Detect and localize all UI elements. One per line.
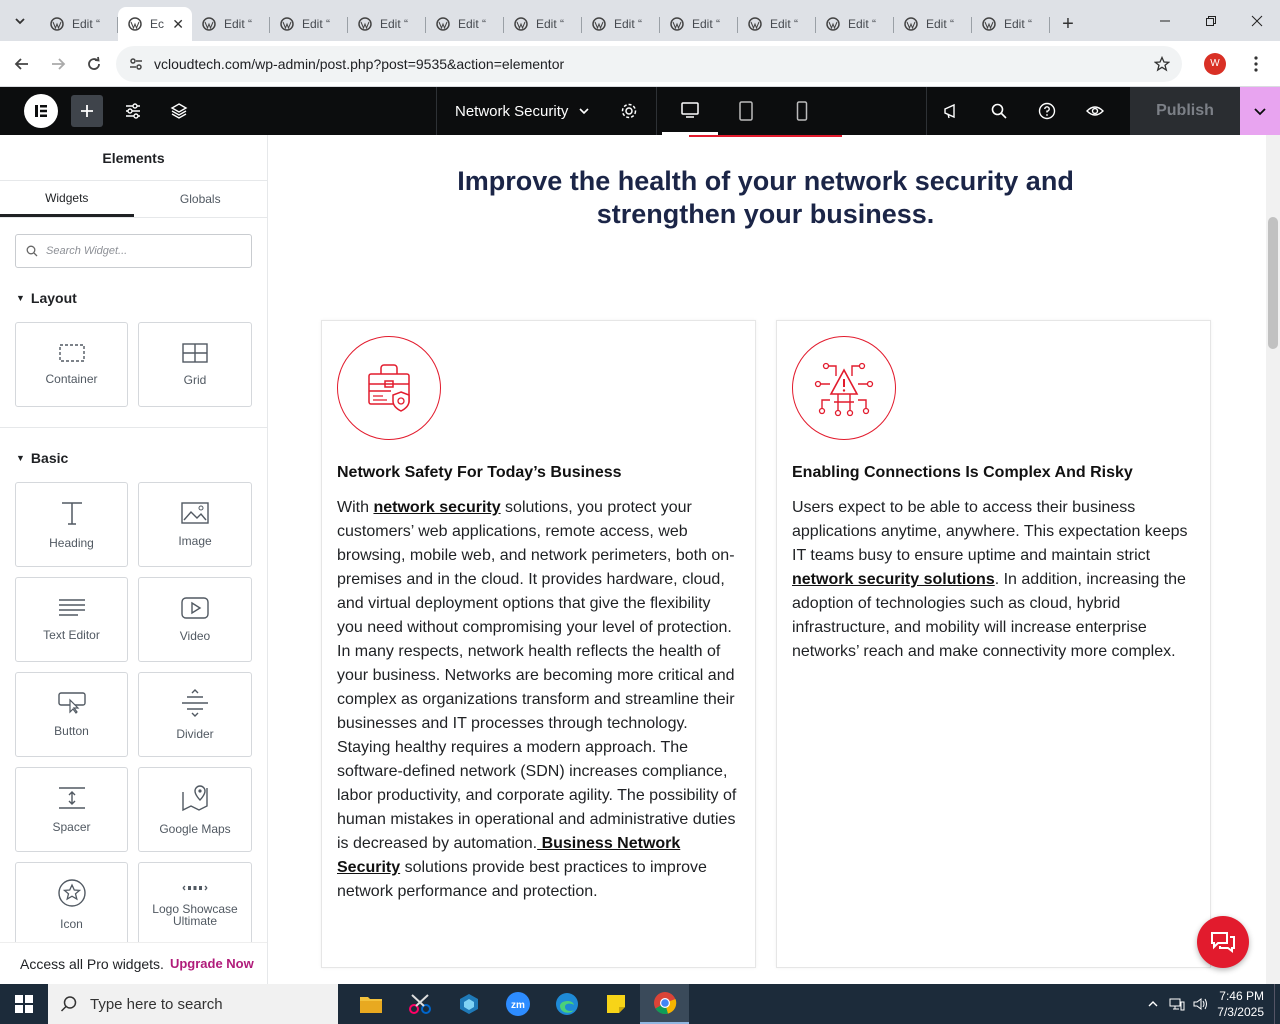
image-icon xyxy=(181,502,209,524)
taskbar-search-box[interactable] xyxy=(48,984,338,1024)
text-editor-icon xyxy=(58,598,86,618)
tab-label: Edit “ xyxy=(458,17,487,31)
close-window-button[interactable] xyxy=(1234,0,1280,41)
start-button[interactable] xyxy=(0,984,48,1024)
browser-tab[interactable] xyxy=(582,7,660,41)
widget-icon[interactable] xyxy=(15,862,128,947)
site-settings-button[interactable] xyxy=(110,87,156,135)
restore-icon xyxy=(1205,15,1217,27)
wordpress-icon xyxy=(358,17,372,31)
show-desktop-button[interactable] xyxy=(1274,984,1280,1024)
snipping-tool-icon xyxy=(408,993,432,1015)
secure-briefcase-icon xyxy=(361,360,417,416)
widget-google-maps[interactable] xyxy=(138,767,252,852)
widget-label: Button xyxy=(54,723,89,738)
section-heading[interactable] xyxy=(269,165,1262,231)
widget-label: Grid xyxy=(183,372,207,387)
mobile-view-button[interactable] xyxy=(774,87,830,135)
caret-down-icon: ▼ xyxy=(16,293,25,303)
widget-label: Divider xyxy=(176,726,214,741)
category-label: Basic xyxy=(30,450,69,466)
card-title: Network Safety For Today’s Business xyxy=(337,464,622,481)
browser-tab[interactable] xyxy=(816,7,894,41)
browser-tab[interactable] xyxy=(972,7,1050,41)
tab-label: Edit “ xyxy=(536,17,565,31)
container-icon xyxy=(59,344,85,362)
star-icon[interactable] xyxy=(1154,56,1170,72)
tab-search-button[interactable] xyxy=(0,0,40,41)
forward-button[interactable] xyxy=(40,46,76,82)
widget-video[interactable] xyxy=(138,577,252,662)
widget-divider[interactable] xyxy=(138,672,252,757)
search-icon xyxy=(990,102,1008,120)
taskbar-app-chrome[interactable] xyxy=(640,984,689,1024)
elementor-logo-icon xyxy=(31,101,51,121)
card-text-part: solutions provide best practices to improve network performance and protection. xyxy=(337,859,707,900)
wordpress-icon xyxy=(670,17,684,31)
whats-new-button[interactable] xyxy=(927,87,975,135)
system-tray xyxy=(1147,984,1280,1024)
plus-icon xyxy=(80,104,94,118)
basic-widgets xyxy=(0,482,267,947)
browser-tab[interactable] xyxy=(192,7,270,41)
browser-tab-strip xyxy=(0,0,1280,41)
arrow-left-icon xyxy=(14,56,30,72)
sliders-icon xyxy=(124,102,142,120)
button-icon xyxy=(58,692,86,714)
wordpress-icon xyxy=(202,17,216,31)
star-icon xyxy=(58,879,86,907)
publish-options-button[interactable] xyxy=(1240,87,1280,135)
wordpress-icon xyxy=(904,17,918,31)
browser-tab[interactable] xyxy=(270,7,348,41)
taskbar-clock[interactable] xyxy=(1217,988,1264,1020)
tab-label: Edit “ xyxy=(848,17,877,31)
structure-button[interactable] xyxy=(156,87,202,135)
card-text-part: With xyxy=(337,499,374,516)
restore-button[interactable] xyxy=(1188,0,1234,41)
category-layout[interactable] xyxy=(0,284,267,312)
tab-label: Edit “ xyxy=(224,17,253,31)
page-selector[interactable] xyxy=(436,87,657,135)
widget-logo-showcase[interactable] xyxy=(138,862,252,947)
card-text xyxy=(792,496,1195,664)
window-controls xyxy=(1142,0,1280,41)
card-icon-circle xyxy=(337,336,441,440)
wordpress-icon xyxy=(436,17,450,31)
chevron-down-icon xyxy=(578,105,590,117)
network-security-solutions-link[interactable]: network security solutions xyxy=(792,571,995,588)
tab-widgets[interactable]: Widgets xyxy=(0,181,134,217)
device-switcher xyxy=(662,87,842,135)
tab-label: Edit “ xyxy=(770,17,799,31)
tab-label: Edit “ xyxy=(302,17,331,31)
category-basic[interactable] xyxy=(0,444,267,472)
widget-search-input[interactable] xyxy=(15,234,252,268)
widget-image[interactable] xyxy=(138,482,252,567)
taskbar-app-sticky-notes[interactable] xyxy=(591,984,640,1024)
widget-button[interactable] xyxy=(15,672,128,757)
address-bar[interactable] xyxy=(116,46,1182,82)
widget-label: Container xyxy=(45,371,98,386)
widget-heading[interactable] xyxy=(15,482,128,567)
clock-time: 7:46 PM xyxy=(1219,989,1264,1003)
tab-label: Ec xyxy=(150,17,165,31)
widget-label: Video xyxy=(179,628,211,643)
volume-icon[interactable] xyxy=(1193,997,1209,1011)
card-title: Enabling Connections Is Complex And Risky xyxy=(792,464,1133,481)
close-tab-icon[interactable]: ✕ xyxy=(172,15,184,32)
wordpress-icon xyxy=(514,17,528,31)
chrome-icon xyxy=(653,991,677,1015)
finder-button[interactable] xyxy=(975,87,1023,135)
chevron-down-icon xyxy=(1253,104,1267,118)
panel-tabs xyxy=(0,181,267,218)
card-icon-circle xyxy=(792,336,896,440)
layout-widgets xyxy=(0,322,267,407)
editor-canvas xyxy=(269,135,1266,984)
chevron-down-icon xyxy=(14,15,26,27)
arrow-right-icon xyxy=(50,56,66,72)
tablet-view-button[interactable] xyxy=(718,87,774,135)
widget-spacer[interactable] xyxy=(15,767,128,852)
taskbar-search-placeholder: Type here to search xyxy=(90,995,223,1013)
wordpress-icon xyxy=(280,17,294,31)
add-element-button[interactable] xyxy=(71,95,103,127)
browser-tab[interactable] xyxy=(426,7,504,41)
logo-showcase-icon xyxy=(181,883,209,893)
chat-widget-button[interactable] xyxy=(1197,916,1249,968)
windows-taskbar xyxy=(0,984,1280,1024)
spacer-icon xyxy=(58,786,86,810)
app-hexagon-icon xyxy=(458,993,480,1015)
browser-tab[interactable] xyxy=(504,7,582,41)
divider-icon xyxy=(181,689,209,717)
elementor-logo-button[interactable] xyxy=(24,94,58,128)
sticky-notes-icon xyxy=(605,993,627,1015)
business-network-security-link[interactable]: Business Network Security xyxy=(337,835,681,876)
promo-text: Access all Pro widgets. xyxy=(20,955,164,972)
tab-label: Edit “ xyxy=(380,17,409,31)
feature-card-enabling-connections[interactable] xyxy=(776,320,1211,968)
widget-label: Text Editor xyxy=(43,627,100,642)
clock-date: 7/3/2025 xyxy=(1217,1005,1264,1019)
plus-icon: + xyxy=(1062,12,1074,35)
widget-label: Spacer xyxy=(52,819,91,834)
wordpress-icon xyxy=(592,17,606,31)
browser-tab[interactable] xyxy=(348,7,426,41)
taskbar-app-edge[interactable] xyxy=(542,984,591,1024)
gear-icon[interactable] xyxy=(620,102,638,120)
heading-line: Improve the health of your network security and xyxy=(457,166,1074,196)
reload-button[interactable] xyxy=(76,46,112,82)
desktop-view-button[interactable] xyxy=(662,87,718,135)
widget-label: Heading xyxy=(49,535,94,550)
elements-panel xyxy=(0,135,268,984)
tab-label: Edit “ xyxy=(926,17,955,31)
reload-icon xyxy=(86,56,102,72)
wordpress-icon xyxy=(748,17,762,31)
search-placeholder: Search Widget... xyxy=(46,245,128,257)
browser-tab[interactable] xyxy=(40,7,118,41)
close-icon xyxy=(1251,15,1263,27)
taskbar-app-file-explorer[interactable] xyxy=(346,984,395,1024)
folder-icon xyxy=(359,994,383,1014)
wordpress-icon xyxy=(50,17,64,31)
heading-line: strengthen your business. xyxy=(596,199,935,229)
site-settings-icon[interactable] xyxy=(128,56,144,72)
more-vertical-icon xyxy=(1254,56,1258,72)
panel-title: Elements xyxy=(0,135,267,181)
widget-label: Google Maps xyxy=(159,821,231,836)
category-label: Layout xyxy=(30,290,77,306)
back-button[interactable] xyxy=(4,46,40,82)
help-icon xyxy=(1038,102,1056,120)
widget-text-editor[interactable] xyxy=(15,577,128,662)
windows-logo-icon xyxy=(15,995,33,1013)
url-text: vcloudtech.com/wp-admin/post.php?post=9535&action=elementor xyxy=(154,55,565,72)
search-icon xyxy=(60,995,78,1013)
svg-text:zm: zm xyxy=(510,1000,525,1011)
tablet-icon xyxy=(738,101,754,121)
grid-icon xyxy=(182,343,208,363)
scrollbar-thumb[interactable] xyxy=(1268,217,1278,349)
search-icon xyxy=(26,245,38,257)
tab-label: Edit “ xyxy=(1004,17,1033,31)
tab-label: Edit “ xyxy=(72,17,101,31)
map-icon xyxy=(181,784,209,812)
heading-icon xyxy=(59,500,85,526)
taskbar-app-snipping[interactable] xyxy=(395,984,444,1024)
network-icon[interactable] xyxy=(1169,997,1185,1011)
pro-promo-bar xyxy=(0,942,268,984)
widget-label: Icon xyxy=(60,917,83,931)
browser-tab[interactable] xyxy=(738,7,816,41)
chevron-up-icon[interactable] xyxy=(1147,998,1159,1010)
feature-card-network-safety[interactable] xyxy=(321,320,756,968)
eye-icon xyxy=(1086,102,1104,120)
wordpress-icon xyxy=(982,17,996,31)
video-icon xyxy=(181,597,209,619)
edge-icon xyxy=(555,992,579,1016)
elementor-top-bar xyxy=(0,87,1280,135)
profile-avatar[interactable]: W xyxy=(1204,53,1226,75)
caret-down-icon: ▼ xyxy=(16,453,25,463)
taskbar-app-zoom[interactable] xyxy=(493,984,542,1024)
card-text-part: Users expect to be able to access their business applications anytime, anywhere. This expectation keeps IT teams busy to ensure uptime and maintain strict xyxy=(792,499,1188,564)
publish-button[interactable]: Publish xyxy=(1130,87,1240,135)
zoom-icon xyxy=(505,991,531,1017)
widget-grid[interactable] xyxy=(138,322,252,407)
browser-tab[interactable] xyxy=(894,7,972,41)
browser-tab[interactable] xyxy=(660,7,738,41)
chat-icon xyxy=(1210,930,1236,954)
browser-tab-active[interactable] xyxy=(118,7,192,41)
preview-button[interactable] xyxy=(1071,87,1119,135)
browser-menu-button[interactable] xyxy=(1238,46,1274,82)
tab-globals[interactable]: Globals xyxy=(179,192,221,206)
new-tab-button[interactable] xyxy=(1050,7,1086,41)
browser-toolbar xyxy=(0,41,1280,87)
card-text-part: solutions, you protect your customers’ web applications, remote access, web browsing, mobile web, and network perimeters, both on-premises and in the cloud. It provides hardware, cloud, and virtual deployment options that give the flexibility you need without compromising your level of protection. In many respects, network health reflects the health of your business. Networks are becoming more critical and complex as organizations transform and streamline their businesses and IT processes through technology. Staying healthy requires a modern approach. The software-defined network (SDN) increases compliance, labor productivity, and corporate agility. The possibility of human mistakes in operational and administrative duties is decreased by automation. xyxy=(337,499,737,852)
network-security-link[interactable]: network security xyxy=(373,499,501,516)
wordpress-icon xyxy=(826,17,840,31)
tab-label: Edit “ xyxy=(692,17,721,31)
editor-tools xyxy=(926,87,1119,135)
card-text xyxy=(337,496,740,904)
megaphone-icon xyxy=(942,102,960,120)
layers-icon xyxy=(170,102,188,120)
tab-label: Edit “ xyxy=(614,17,643,31)
widget-label: Logo Showcase Ultimate xyxy=(152,902,238,928)
canvas-scrollbar[interactable] xyxy=(1266,135,1280,984)
panel-divider xyxy=(0,427,267,428)
network-alert-icon xyxy=(814,358,874,418)
card-text-part: . In addition, increasing the adoption of technologies such as cloud, hybrid infrastructure, and mobility will increase enterprise networks’ reach and make connectivity more complex. xyxy=(792,571,1186,660)
taskbar-app-blue[interactable] xyxy=(444,984,493,1024)
mobile-icon xyxy=(796,101,808,121)
minimize-icon xyxy=(1159,15,1171,27)
page-name: Network Security xyxy=(455,102,569,120)
widget-container[interactable] xyxy=(15,322,128,407)
section-highlight-line xyxy=(689,135,842,137)
desktop-icon xyxy=(680,101,700,119)
widget-label: Image xyxy=(178,533,212,548)
minimize-button[interactable] xyxy=(1142,0,1188,41)
upgrade-now-link[interactable]: Upgrade Now xyxy=(169,956,254,971)
wordpress-icon xyxy=(128,17,142,31)
help-button[interactable] xyxy=(1023,87,1071,135)
